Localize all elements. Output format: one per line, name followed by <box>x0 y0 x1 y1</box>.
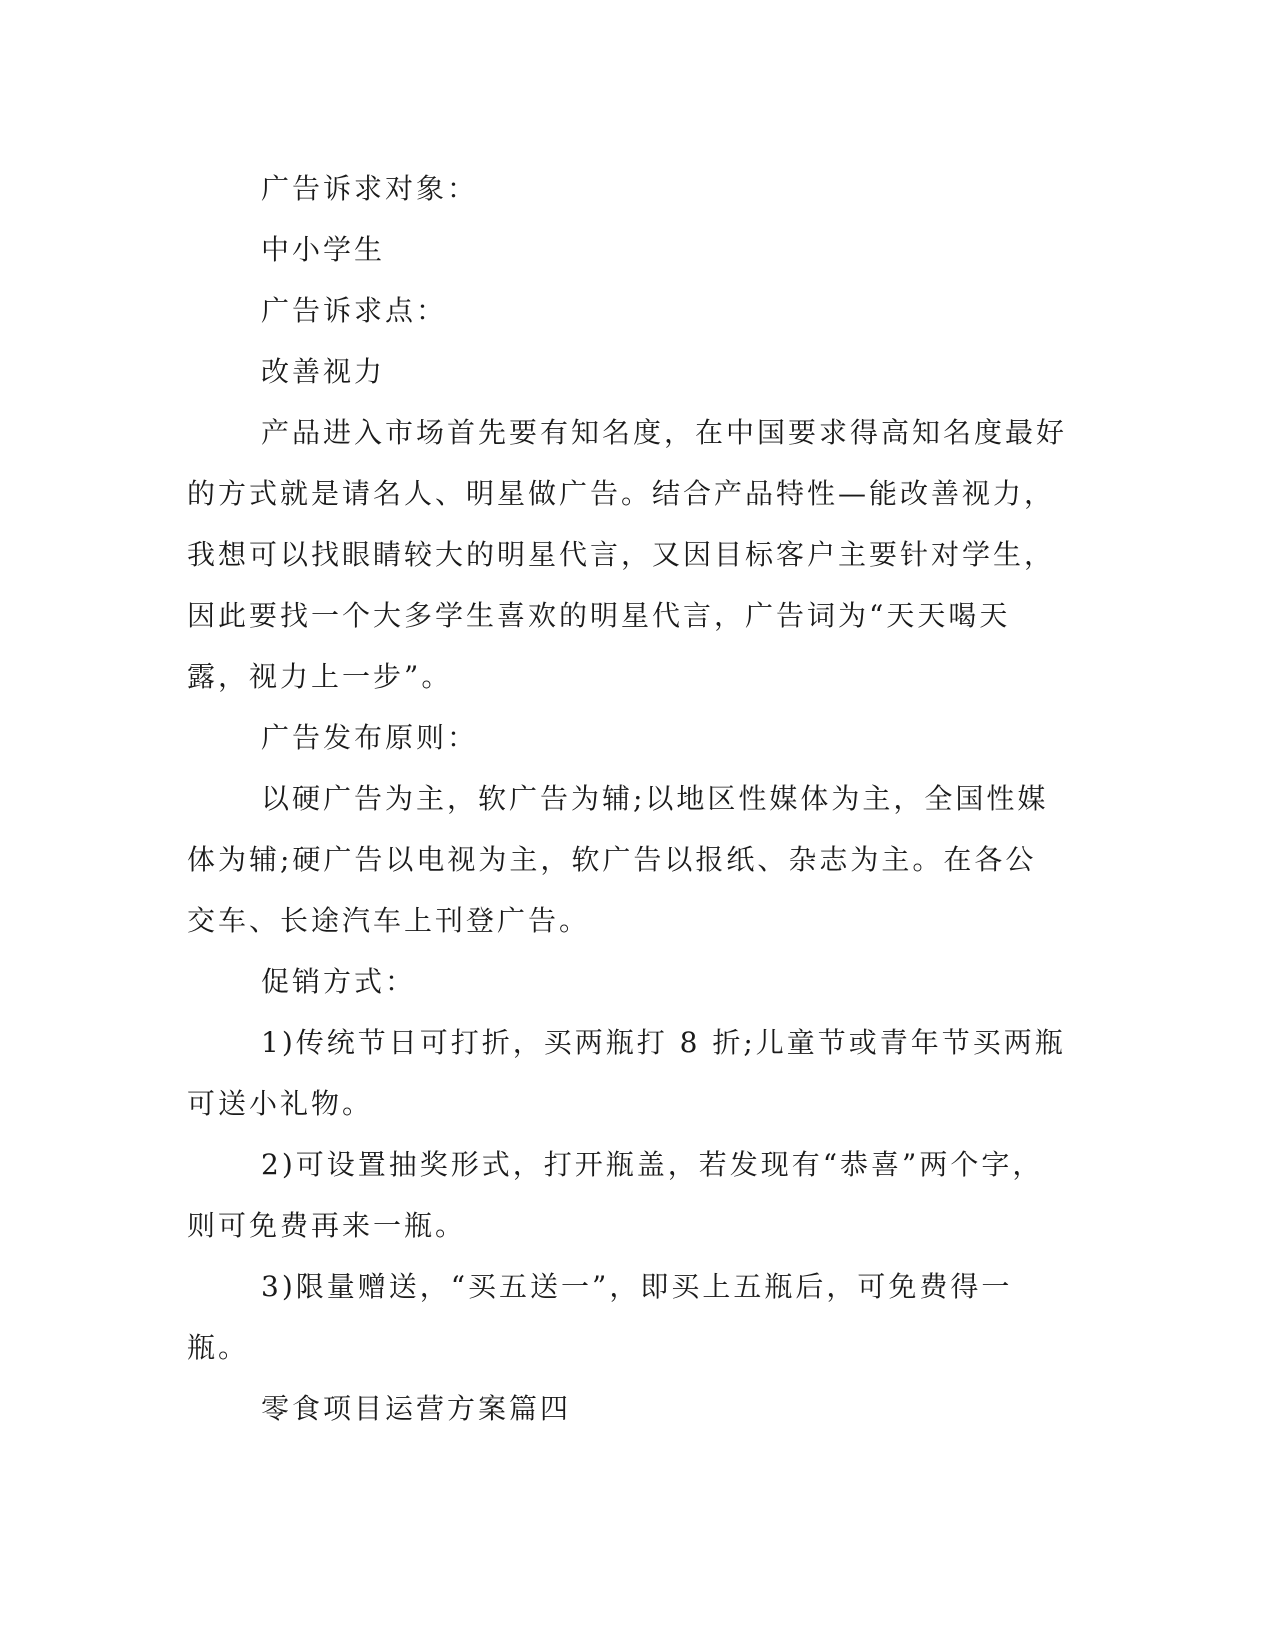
promotion-item-1: 1)传统节日可打折，买两瓶打 8 折;儿童节或青年节买两瓶可送小礼物。 <box>187 1026 1066 1120</box>
promotion-item-3: 3)限量赠送，“买五送一”，即买上五瓶后，可免费得一瓶。 <box>187 1270 1013 1364</box>
promotion-item-2: 2)可设置抽奖形式，打开瓶盖，若发现有“恭喜”两个字，则可免费再来一瓶。 <box>187 1148 1044 1242</box>
ad-appeal-value: 改善视力 <box>261 355 386 388</box>
paragraph-brand-awareness: 产品进入市场首先要有知名度，在中国要求得高知名度最好的方式就是请名人、明星做广告。结合产品特性—能改善视力，我想可以找眼睛较大的明星代言，又因目标客户主要针对学生，因此要找一个大多学生喜欢的明星代言，广告词为“天天喝天露，视力上一步”。 <box>187 416 1068 693</box>
heading-ad-target: 广告诉求对象： <box>261 172 479 205</box>
heading-ad-appeal: 广告诉求点： <box>261 294 448 327</box>
heading-promotion: 促销方式： <box>261 965 417 998</box>
section-title: 零食项目运营方案篇四 <box>261 1392 572 1425</box>
ad-target-value: 中小学生 <box>261 233 386 266</box>
heading-ad-principles: 广告发布原则： <box>261 721 479 754</box>
paragraph-ad-principles: 以硬广告为主，软广告为辅;以地区性媒体为主，全国性媒体为辅;硬广告以电视为主，软广告以报纸、杂志为主。在各公交车、长途汽车上刊登广告。 <box>187 782 1049 937</box>
document-body <box>187 158 1067 1439</box>
